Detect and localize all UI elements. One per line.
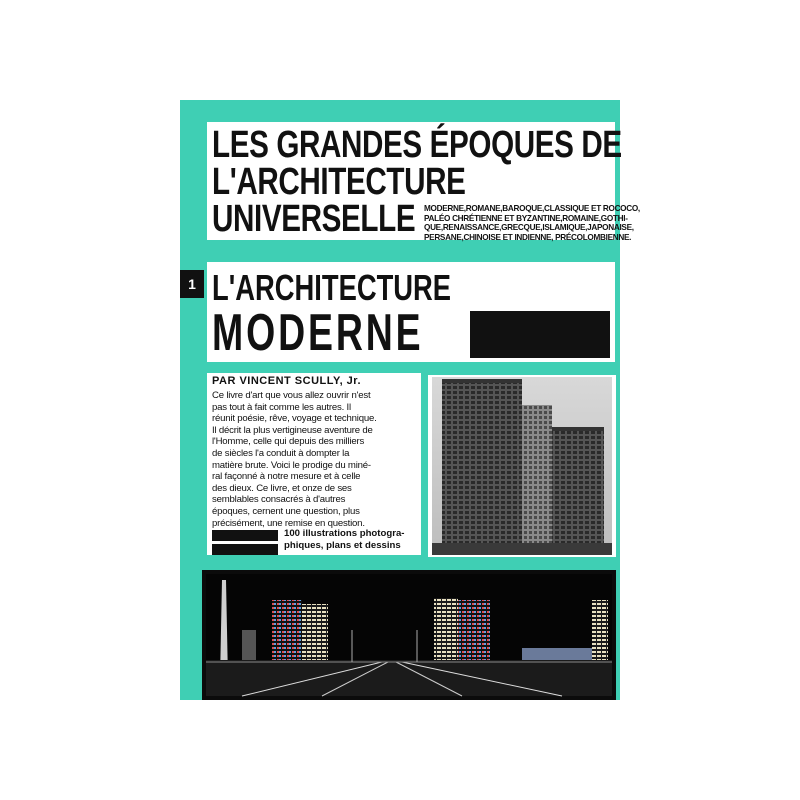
tower-photo-image: [428, 375, 616, 557]
book-title-line-2: MODERNE: [212, 304, 424, 362]
blurb-text: [212, 390, 417, 529]
subjects-list: [424, 204, 640, 242]
book-title-line-1: L'ARCHITECTURE: [212, 267, 452, 308]
subjects-line: QUE,RENAISSANCE,GRECQUE,ISLAMIQUE,JAPONAISE,: [424, 223, 634, 232]
series-title-line-1: LES GRANDES ÉPOQUES DE: [212, 124, 622, 166]
blurb-line: précisément, une remise en question.: [212, 517, 365, 529]
illustrations-note: [284, 528, 404, 551]
blurb-line: l'Homme, celle qui depuis des milliers: [212, 436, 365, 448]
blurb-line: ral façonné à notre mesure et à celle: [212, 471, 361, 483]
series-title-line-2: L'ARCHITECTURE: [212, 161, 466, 203]
city-night-image: [202, 570, 616, 700]
blurb-line: réunit poésie, rêve, voyage et technique.: [212, 413, 377, 425]
blurb-line: semblables consacrés à d'autres: [212, 494, 346, 506]
illustrations-line: phiques, plans et dessins: [284, 539, 401, 551]
illustrations-line: 100 illustrations photogra-: [284, 528, 405, 539]
blurb-line: des dieux. Ce livre, et onze de ses: [212, 482, 352, 494]
blurb-line: Il décrit la plus vertigineuse aventure de: [212, 424, 373, 436]
author-line: PAR VINCENT SCULLY, Jr.: [212, 375, 362, 387]
series-title-line-3: UNIVERSELLE: [212, 198, 416, 240]
title-black-bar: [470, 311, 610, 358]
blurb-line: Ce livre d'art que vous allez ouvrir n'est: [212, 390, 371, 401]
tower-photo: [428, 375, 616, 557]
subjects-line: MODERNE,ROMANE,BAROQUE,CLASSIQUE ET ROCOCO,: [424, 204, 640, 213]
illustrations-bar-1: [212, 530, 278, 541]
subjects-line: PALÉO CHRÉTIENNE ET BYZANTINE,ROMAINE,GOTHI-: [424, 213, 628, 223]
illustrations-bar-2: [212, 544, 278, 555]
subjects-line: PERSANE,CHINOISE ET INDIENNE, PRÉCOLOMBIENNE.: [424, 232, 632, 242]
city-night-photo: [202, 570, 616, 700]
blurb-line: pas tout à fait comme les autres. Il: [212, 401, 351, 413]
volume-number: 1: [180, 270, 204, 298]
blurb-line: matière brute. Voici le prodige du miné-: [212, 459, 371, 471]
blurb-line: époques, cernent une question, plus: [212, 505, 360, 517]
blurb-line: de siècles l'a conduit à dompter la: [212, 447, 350, 459]
